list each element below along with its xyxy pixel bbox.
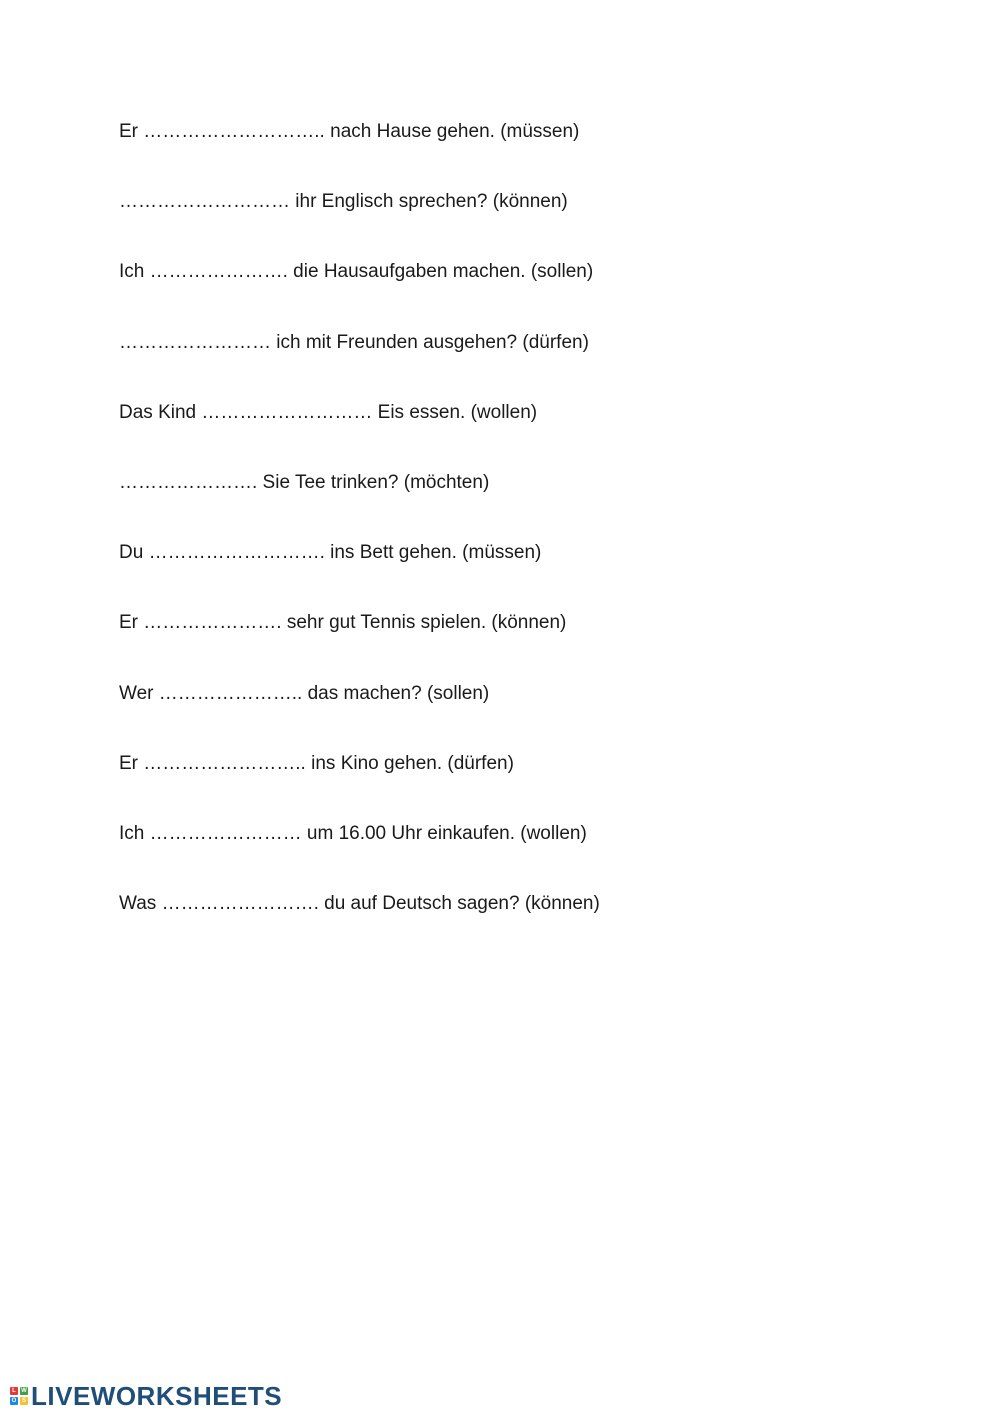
worksheet-exercise-list (119, 118, 879, 960)
answer-blank-5[interactable]: ……………………… (201, 401, 373, 423)
line-suffix: ihr Englisch sprechen? (können) (290, 191, 568, 213)
liveworksheets-logo-icon (10, 1387, 28, 1405)
line-suffix: nach Hause gehen. (müssen) (324, 121, 580, 142)
answer-blank-7[interactable]: ………………………. (148, 542, 325, 564)
answer-blank-1[interactable]: ……………………….. (143, 121, 325, 142)
line-prefix: Er (119, 752, 144, 774)
logo-block-w: W (21, 1388, 27, 1394)
line-prefix: Er (119, 121, 144, 142)
answer-blank-3[interactable]: …………………. (149, 261, 288, 283)
brand-wordmark: LIVEWORKSHEETS (31, 1381, 283, 1411)
line-suffix: sehr gut Tennis spielen. (können) (281, 612, 567, 634)
exercise-line-10 (119, 750, 879, 820)
answer-blank-9[interactable]: ………………….. (158, 682, 303, 704)
line-suffix: ich mit Freunden ausgehen? (dürfen) (271, 331, 589, 353)
line-suffix: Sie Tee trinken? (möchten) (257, 471, 490, 493)
answer-blank-12[interactable]: ……………………. (161, 893, 319, 915)
answer-blank-8[interactable]: …………………. (143, 612, 282, 634)
answer-blank-10[interactable]: …………………….. (143, 752, 306, 774)
exercise-line-11 (119, 820, 879, 890)
line-suffix: um 16.00 Uhr einkaufen. (wollen) (301, 822, 587, 844)
answer-blank-4[interactable]: …………………… (119, 331, 271, 353)
logo-block-o: O (11, 1398, 17, 1404)
exercise-line-12 (119, 890, 879, 960)
logo-block-s: S (21, 1398, 26, 1404)
line-suffix: Eis essen. (wollen) (372, 401, 538, 423)
line-prefix: Was (119, 893, 162, 915)
exercise-line-6 (119, 469, 879, 539)
line-suffix: das machen? (sollen) (302, 682, 490, 704)
line-prefix: Ich (119, 822, 150, 844)
line-prefix: Du (119, 542, 149, 564)
answer-blank-2[interactable]: ……………………… (119, 191, 290, 213)
exercise-line-9 (119, 680, 879, 750)
answer-blank-6[interactable]: …………………. (119, 471, 258, 493)
exercise-line-3 (119, 258, 879, 328)
answer-blank-11[interactable]: …………………… (149, 822, 302, 844)
exercise-line-2 (119, 188, 879, 258)
exercise-line-1 (119, 118, 879, 188)
line-suffix: ins Kino gehen. (dürfen) (305, 752, 514, 774)
exercise-line-4 (119, 329, 879, 399)
line-suffix: ins Bett gehen. (müssen) (324, 542, 542, 564)
exercise-line-7 (119, 539, 879, 609)
line-prefix: Er (119, 612, 144, 634)
line-prefix: Ich (119, 261, 150, 283)
exercise-line-8 (119, 609, 879, 679)
line-suffix: die Hausaufgaben machen. (sollen) (287, 261, 594, 283)
logo-block-l: L (10, 1387, 18, 1395)
line-suffix: du auf Deutsch sagen? (können) (318, 893, 600, 915)
exercise-line-5 (119, 399, 879, 469)
line-prefix: Das Kind (119, 401, 202, 423)
line-prefix: Wer (119, 682, 159, 704)
liveworksheets-footer (10, 1380, 282, 1412)
